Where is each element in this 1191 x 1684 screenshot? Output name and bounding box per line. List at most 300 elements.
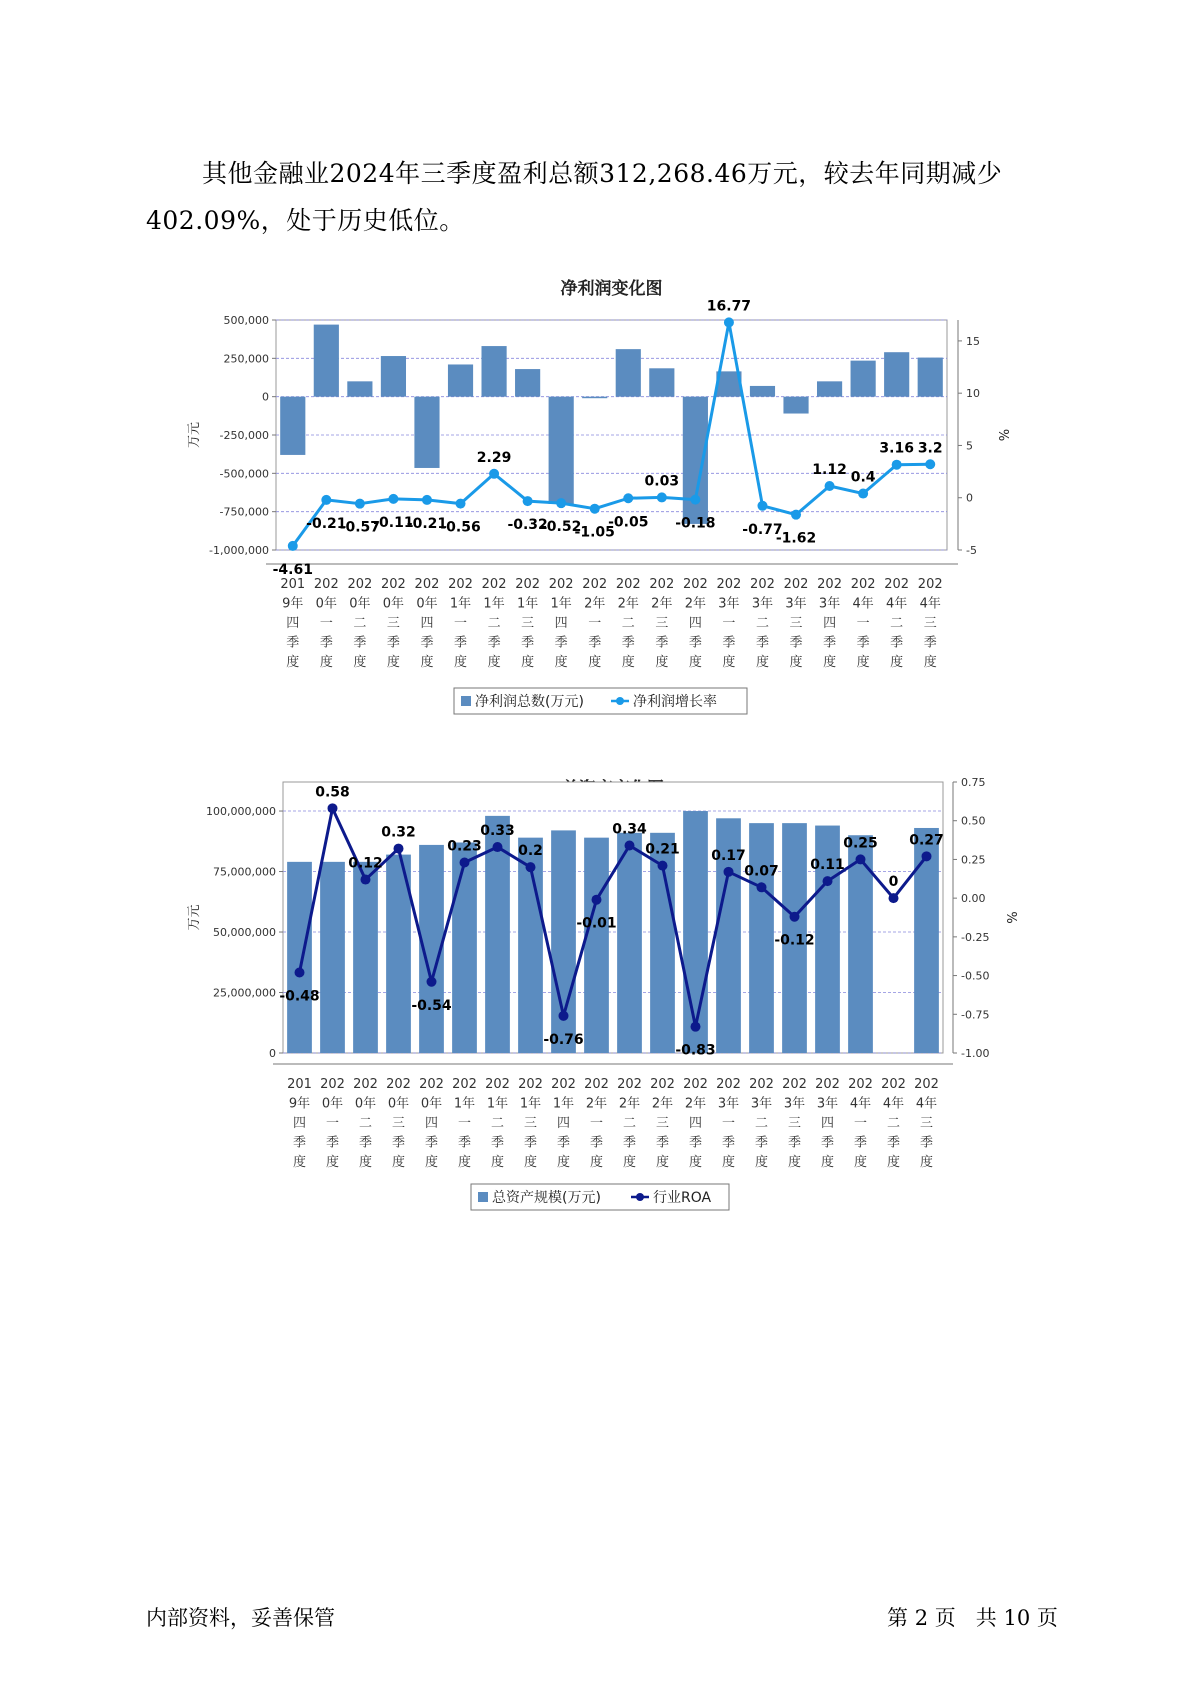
x-tick-label: 202 [615,577,641,592]
x-tick-label: 4年 [915,1096,938,1112]
y-tick-label: 75,000,000 [213,865,276,879]
line-point [590,504,600,514]
x-tick-label: 一 [457,1116,472,1131]
x-tick-label: 度 [424,1155,439,1170]
x-tick-label: 四 [292,1116,307,1131]
line-point [856,854,866,864]
x-tick-label: 季 [325,1135,340,1151]
x-tick-label: 0年 [354,1096,377,1112]
x-tick-label: 度 [722,655,736,670]
x-tick-label: 度 [420,655,434,670]
x-tick-label: 季 [789,635,803,651]
line-point [823,876,833,886]
data-label: -0.54 [411,997,452,1014]
legend-bar-label: 总资产规模(万元) [492,1190,601,1206]
x-tick-label: 度 [386,655,400,670]
x-tick-label: 季 [588,635,602,651]
x-tick-label: 季 [286,635,300,651]
line-point [757,882,767,892]
y2-tick-label: 0.75 [961,776,986,789]
x-tick-label: 三 [787,1116,802,1131]
x-tick-label: 度 [919,1155,934,1170]
data-label: -0.48 [279,988,320,1005]
data-label: 0 [888,874,899,891]
x-tick-label: 3年 [818,596,841,612]
line-point [556,498,566,508]
data-label: -0.21 [306,515,347,532]
line-point [922,851,932,861]
x-tick-label: 202 [650,1077,675,1092]
x-tick-label: 三 [655,1116,670,1131]
x-tick-label: 度 [490,1155,505,1170]
x-tick-label: 季 [923,635,937,651]
x-tick-label: 季 [554,635,568,651]
footer-total-num: 10 [1003,1606,1031,1630]
x-tick-label: 季 [589,1135,604,1151]
bar [481,346,506,397]
x-tick-label: 202 [419,1077,444,1092]
x-tick-label: 4年 [886,596,908,612]
x-tick-label: 季 [688,1135,703,1151]
line-point [493,842,503,852]
x-tick-label: 202 [386,1077,411,1092]
line-point [328,803,338,813]
x-tick-label: 四 [554,616,568,631]
bar [749,823,774,1053]
x-tick-label: 二 [754,1116,769,1131]
data-label: -0.77 [742,521,783,538]
x-tick-label: 202 [584,1077,609,1092]
y2-tick-label: 0 [966,491,973,505]
x-tick-label: 202 [914,1077,939,1092]
line-point [925,459,935,469]
x-tick-label: 季 [820,1135,835,1151]
x-tick-label: 二 [353,616,367,631]
x-tick-label: 度 [655,1155,670,1170]
x-tick-label: 度 [588,655,602,670]
x-tick-label: 度 [353,655,367,670]
x-tick-label: 202 [481,577,507,592]
x-tick-label: 季 [853,1135,868,1151]
line-point [724,867,734,877]
y-tick-label: 25,000,000 [213,986,276,1000]
data-label: -0.21 [406,515,448,532]
x-tick-label: 度 [621,655,635,670]
line-point [690,495,700,505]
x-tick-label: 3年 [718,596,740,612]
x-tick-label: 度 [923,655,937,670]
x-tick-label: 202 [617,1077,642,1092]
y2-tick-label: 5 [966,439,973,453]
x-tick-label: 1年 [449,596,472,612]
x-tick-label: 度 [319,655,333,670]
x-tick-label: 季 [490,1135,505,1151]
footer-page-number [887,1602,1058,1632]
data-label: 0.34 [612,821,647,838]
y-tick-label: -250,000 [219,429,269,442]
x-tick-label: 202 [850,577,876,592]
x-tick-label: 度 [521,655,535,670]
line-point [523,496,533,506]
x-tick-label: 2年 [617,596,639,612]
bar [414,397,439,468]
x-tick-label: 三 [391,1116,406,1131]
x-tick-label: 四 [823,616,837,631]
x-tick-label: 202 [582,577,608,592]
x-tick-label: 3年 [750,1096,773,1112]
line-point [892,460,902,470]
x-tick-label: 季 [688,635,702,651]
x-tick-label: 四 [688,1116,703,1131]
x-tick-label: 202 [414,577,440,592]
x-tick-label: 三 [789,616,803,631]
x-tick-label: 二 [358,1116,373,1131]
x-tick-label: 202 [848,1077,873,1092]
x-tick-label: 度 [688,655,702,670]
line-point [295,967,305,977]
x-tick-label: 202 [320,1077,345,1092]
y-tick-label: 250,000 [223,352,269,366]
x-tick-label: 季 [391,1135,406,1151]
x-tick-label: 0年 [387,1096,410,1112]
bar [584,838,609,1053]
data-label: -4.61 [272,561,313,578]
x-tick-label: 4年 [849,1096,872,1112]
line-point [592,895,602,905]
data-label: 0.12 [348,855,383,872]
data-label: 16.77 [706,298,752,315]
x-tick-label: 202 [649,577,675,592]
x-tick-label: 一 [721,1116,736,1131]
data-label: 3.16 [879,440,914,457]
line-point [790,912,800,922]
x-tick-label: 度 [721,1155,736,1170]
x-tick-label: 度 [655,655,669,670]
x-tick-label: 二 [886,1116,901,1131]
line-point [394,844,404,854]
line-point [456,499,466,509]
bar [817,381,842,396]
footer-page-mid: 页 [934,1606,956,1630]
line-point [858,489,868,499]
x-tick-label: 季 [319,635,333,651]
footer-page-num: 2 [914,1606,929,1630]
x-tick-label: 1年 [552,1096,575,1112]
y-tick-label: 50,000,000 [213,926,276,940]
y-tick-label: -750,000 [219,505,269,519]
x-tick-label: 四 [286,616,300,631]
x-tick-label: 2年 [618,1096,641,1112]
x-tick-label: 度 [787,1155,802,1170]
data-label: 0.33 [480,823,515,840]
x-tick-label: 0年 [416,596,438,612]
y2-tick-label: -0.75 [961,1008,990,1022]
x-tick-label: 1年 [516,596,539,612]
x-tick-label: 0年 [321,1096,344,1112]
x-tick-label: 三 [386,616,400,631]
x-tick-label: 3年 [751,596,774,612]
y2-tick-label: -0.25 [961,930,990,944]
bar [750,386,775,397]
line-point [388,494,398,504]
x-tick-label: 度 [823,655,837,670]
data-label: -0.11 [373,514,414,531]
bar [918,358,943,397]
x-tick-label: 9年 [288,1096,311,1112]
x-tick-label: 四 [820,1116,835,1131]
data-label: -0.56 [440,519,481,536]
y2-tick-label: 0.25 [961,853,986,867]
data-label: 0.58 [315,784,350,801]
x-tick-label: 季 [556,1135,571,1151]
x-tick-label: 季 [755,635,769,651]
x-tick-label: 一 [325,1116,340,1131]
x-tick-label: 季 [655,1135,670,1151]
x-tick-label: 一 [588,616,602,631]
x-tick-label: 202 [682,577,708,592]
data-label: 0.2 [518,843,543,860]
data-label: 0.21 [645,841,680,858]
bar [314,325,339,397]
line-point [321,495,331,505]
x-tick-label: 一 [853,1116,868,1131]
data-label: -1.05 [574,524,615,541]
x-tick-label: 2年 [585,1096,608,1112]
x-tick-label: 202 [783,577,809,592]
x-tick-label: 度 [853,1155,868,1170]
x-tick-label: 202 [353,1077,378,1092]
x-tick-label: 度 [890,655,904,670]
x-tick-label: 202 [551,1077,576,1092]
x-tick-label: 三 [655,616,669,631]
x-tick-label: 202 [485,1077,510,1092]
footer-total-prefix: 共 [975,1606,997,1630]
y-tick-label: -1,000,000 [209,544,269,557]
x-tick-label: 一 [454,616,468,631]
y2-tick-label: 15 [966,334,980,348]
line-point [657,492,667,502]
legend-line-label: 行业ROA [653,1190,712,1206]
bar [448,364,473,396]
x-tick-label: 202 [313,577,339,592]
data-label: -0.12 [774,932,815,949]
x-tick-label: 一 [722,616,736,631]
x-tick-label: 3年 [785,596,807,612]
x-tick-label: 1年 [550,596,572,612]
total-assets-chart [0,770,1191,1220]
x-tick-label: 季 [386,635,400,651]
x-tick-label: 季 [454,635,468,651]
x-tick-label: 4年 [852,596,874,612]
y2-tick-label: 10 [966,387,980,401]
x-tick-label: 202 [716,1077,741,1092]
footer-confidential: 内部资料，妥善保管 [146,1606,335,1630]
x-tick-label: 3年 [783,1096,806,1112]
x-tick-label: 季 [890,635,904,651]
x-tick-label: 度 [325,1155,340,1170]
x-tick-label: 季 [754,1135,769,1151]
x-tick-label: 度 [358,1155,373,1170]
x-tick-label: 季 [358,1135,373,1151]
bar [649,368,674,396]
bar [914,828,939,1053]
x-tick-label: 202 [884,577,910,592]
x-tick-label: 季 [457,1135,472,1151]
x-tick-label: 201 [287,1077,312,1092]
x-tick-label: 202 [448,577,473,592]
data-label: 3.2 [917,440,943,457]
data-label: 0.32 [381,824,416,841]
bar [851,361,876,397]
bar [549,397,574,504]
x-tick-label: 度 [754,1155,769,1170]
y2-axis-title: % [995,428,1010,442]
x-tick-label: 度 [391,1155,406,1170]
x-tick-label: 3年 [717,1096,740,1112]
x-tick-label: 201 [280,577,306,592]
x-tick-label: 1年 [453,1096,476,1112]
x-tick-label: 度 [789,655,803,670]
x-tick-label: 度 [554,655,568,670]
summary-paragraph: 其他金融业2024年三季度盈利总额312,268.46万元，较去年同期减少402.09%，处于历史低位。 [146,159,1003,235]
x-tick-label: 3年 [816,1096,839,1112]
net-profit-chart-svg [0,258,1191,720]
x-tick-label: 202 [518,1077,543,1092]
x-tick-label: 季 [424,1135,439,1151]
x-tick-label: 二 [487,616,501,631]
x-tick-label: 季 [823,635,837,651]
bar [320,862,345,1053]
x-tick-label: 1年 [486,1096,509,1112]
x-tick-label: 季 [521,635,535,651]
x-tick-label: 202 [817,577,842,592]
y2-tick-label: -0.50 [961,969,990,983]
x-tick-label: 202 [881,1077,906,1092]
data-label: 0.27 [909,832,944,849]
x-tick-label: 季 [919,1135,934,1151]
footer-page-prefix: 第 [887,1606,908,1630]
x-tick-label: 二 [890,616,904,631]
x-tick-label: 季 [655,635,669,651]
x-tick-label: 二 [755,616,769,631]
x-tick-label: 202 [548,577,574,592]
legend-bar-swatch [461,696,471,706]
line-point [623,493,633,503]
y-tick-label: 0 [269,1047,276,1060]
x-tick-label: 202 [683,1077,708,1092]
line-point [361,875,371,885]
x-tick-label: 季 [292,1135,307,1151]
x-tick-label: 0年 [315,596,337,612]
x-tick-label: 季 [523,1135,538,1151]
bar [582,397,607,399]
data-label: 0.03 [644,473,680,490]
data-label: 0.07 [744,863,779,880]
x-tick-label: 度 [454,655,468,670]
data-label: -0.57 [339,519,381,536]
data-label: 2.29 [476,449,512,466]
x-tick-label: 1年 [483,596,505,612]
data-label: -0.01 [576,915,617,932]
x-tick-label: 0年 [382,596,405,612]
data-label: -0.32 [507,517,548,534]
x-tick-label: 9年 [282,596,304,612]
data-label: 0.25 [843,835,878,852]
line-point [825,481,835,491]
line-point [460,858,470,868]
line-point [355,499,365,509]
x-tick-label: 度 [622,1155,637,1170]
x-tick-label: 季 [353,635,367,651]
x-tick-label: 度 [286,655,300,670]
data-label: 1.12 [812,462,847,479]
data-label: -0.76 [543,1031,584,1048]
line-point [757,501,767,511]
x-tick-label: 二 [621,616,635,631]
x-tick-label: 四 [420,616,434,631]
x-tick-label: 度 [292,1155,307,1170]
x-tick-label: 季 [487,635,501,651]
bar [617,833,642,1053]
legend-line-marker [636,1193,644,1201]
line-point [889,893,899,903]
bar [381,356,406,397]
x-tick-label: 2年 [584,596,606,612]
y2-tick-label: -5 [966,544,977,557]
bar [353,862,378,1053]
y2-tick-label: -1.00 [961,1047,990,1060]
line-point [427,977,437,987]
x-tick-label: 度 [457,1155,472,1170]
x-tick-label: 四 [556,1116,571,1131]
bar [783,397,808,414]
x-tick-label: 季 [721,1135,736,1151]
legend-line-label: 净利润增长率 [633,694,717,710]
bar [280,397,305,455]
x-tick-label: 2年 [651,596,673,612]
bar [515,369,540,397]
line-point [791,510,801,520]
line-point [489,469,499,479]
line-point [658,861,668,871]
x-tick-label: 三 [919,1116,934,1131]
x-tick-label: 202 [716,577,742,592]
data-label: 0.11 [810,857,845,874]
bar [452,842,477,1053]
line-point [559,1011,569,1021]
data-label: -0.83 [675,1042,716,1059]
x-tick-label: 季 [856,635,870,651]
x-tick-label: 0年 [349,596,371,612]
x-tick-label: 四 [424,1116,439,1131]
x-tick-label: 四 [688,616,702,631]
x-tick-label: 202 [750,577,775,592]
x-tick-label: 季 [886,1135,901,1151]
x-tick-label: 季 [722,635,736,651]
x-tick-label: 季 [621,635,635,651]
x-tick-label: 一 [319,616,333,631]
legend-bar-label: 净利润总数(万元) [475,694,584,710]
data-label: 0.4 [850,469,876,486]
x-tick-label: 202 [917,577,943,592]
x-tick-label: 2年 [684,1096,707,1112]
x-tick-label: 度 [886,1155,901,1170]
line-point [625,840,635,850]
x-tick-label: 4年 [919,596,941,612]
x-tick-label: 2年 [684,596,707,612]
line-point [422,495,432,505]
x-tick-label: 一 [856,616,870,631]
